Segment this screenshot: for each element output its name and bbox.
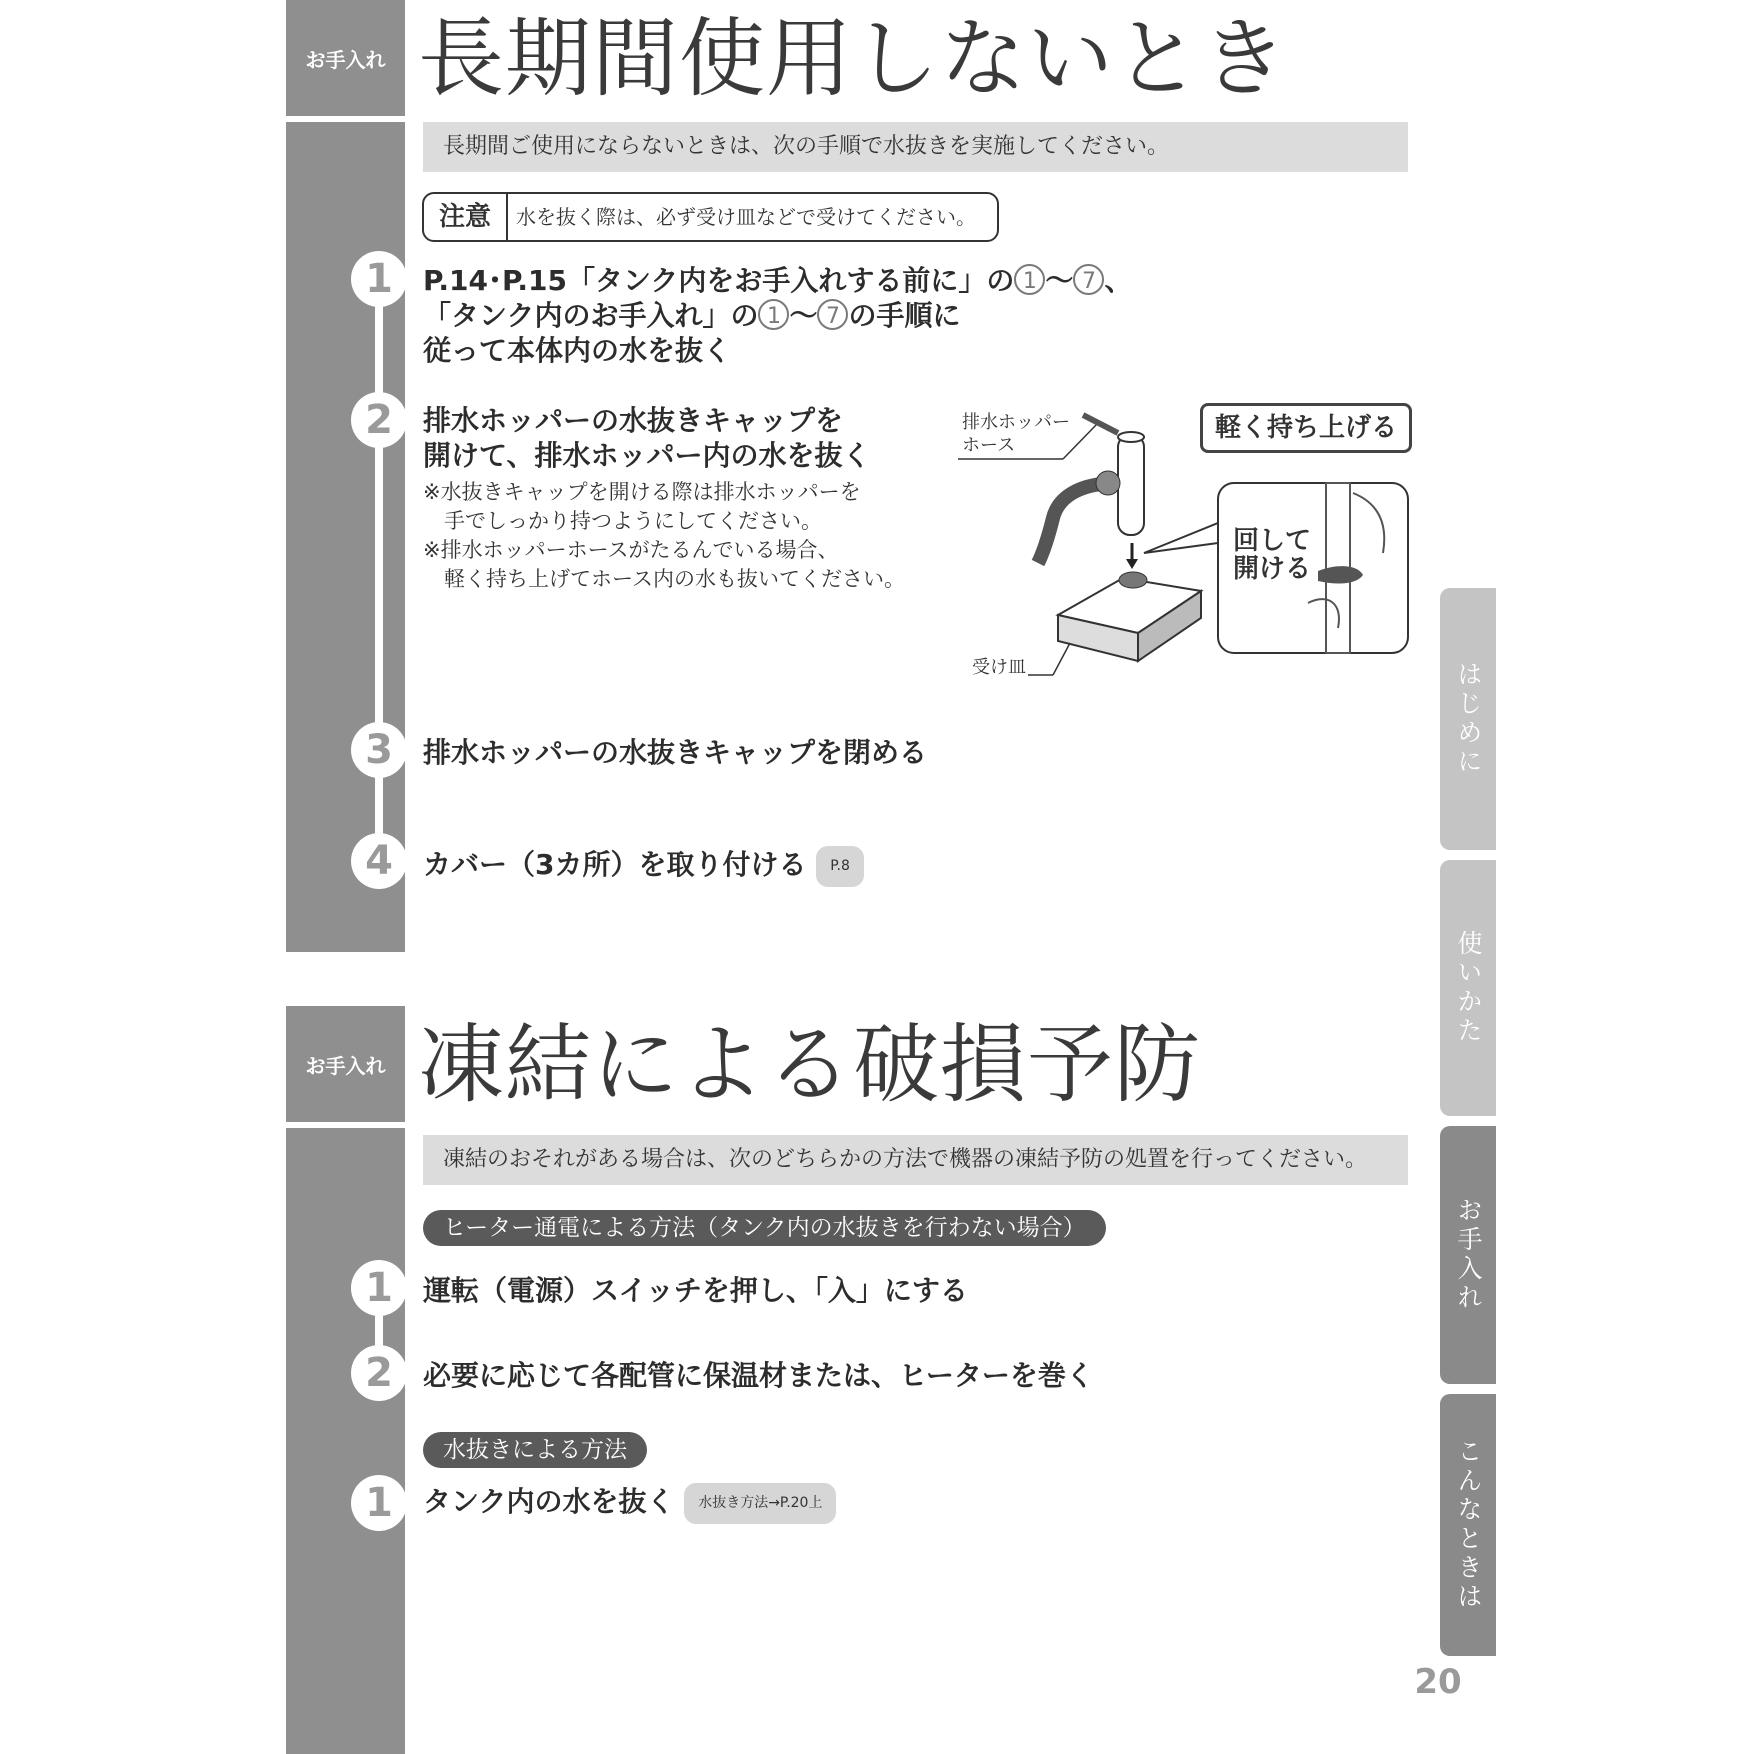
step-2-notes: ※水抜きキャップを開ける際は排水ホッパーを 手でしっかり持つようにしてください。 ※排水ホッパーホースがたるんでいる場合、 軽く持ち上げてホース内の水も抜いてください。 bbox=[423, 480, 905, 591]
circled-7: 7 bbox=[1073, 264, 1104, 295]
caution-label: 注意 bbox=[424, 194, 508, 240]
step-2-number: 2 bbox=[351, 392, 407, 448]
page-number: 20 bbox=[1414, 1662, 1462, 1702]
step-3-number: 3 bbox=[351, 722, 407, 778]
side-tab-oteire[interactable]: お手入れ bbox=[1440, 1126, 1496, 1384]
step-3-text: 排水ホッパーの水抜きキャップを閉める bbox=[423, 736, 928, 769]
method2-step-1-text: タンク内の水を抜く 水抜き方法→P.20上 bbox=[423, 1483, 836, 1524]
section1-title: 長期間使用しないとき bbox=[418, 9, 1288, 109]
section2-title: 凍結による破損予防 bbox=[418, 1015, 1201, 1115]
circled-7: 7 bbox=[817, 299, 848, 330]
method1-step-2-number: 2 bbox=[351, 1345, 407, 1401]
section2-tag: お手入れ bbox=[286, 1006, 405, 1122]
page-ref-p8[interactable]: P.8 bbox=[816, 846, 864, 887]
step-4-number: 4 bbox=[351, 833, 407, 889]
method2-label: 水抜きによる方法 bbox=[423, 1432, 647, 1468]
step-1-text: P.14･P.15「タンク内をお手入れする前に」の 1 〜 7 、 「タンク内のお手入れ」の 1 〜 7 の手順に 従って本体内の水を抜く bbox=[423, 264, 1133, 367]
method2-step-1-number: 1 bbox=[351, 1475, 407, 1531]
hopper-illustration bbox=[958, 403, 1410, 683]
section2-intro: 凍結のおそれがある場合は、次のどちらかの方法で機器の凍結予防の処置を行ってください。 bbox=[423, 1135, 1408, 1185]
section2-sidebar bbox=[286, 1128, 405, 1754]
method1-label: ヒーター通電による方法（タンク内の水抜きを行わない場合） bbox=[423, 1210, 1106, 1246]
circled-1: 1 bbox=[758, 299, 789, 330]
side-tab-konnatokiwa[interactable]: こんなときは bbox=[1440, 1394, 1496, 1656]
section1-intro: 長期間ご使用にならないときは、次の手順で水抜きを実施してください。 bbox=[423, 122, 1408, 172]
method1-step-1-text: 運転（電源）スイッチを押し、「入」にする bbox=[423, 1274, 968, 1307]
section1-tag: お手入れ bbox=[286, 0, 405, 116]
circled-1: 1 bbox=[1014, 264, 1045, 295]
caution-box bbox=[422, 192, 999, 242]
method1-step-1-number: 1 bbox=[351, 1260, 407, 1316]
step-4-text: カバー（3カ所）を取り付ける P.8 bbox=[423, 846, 864, 887]
caution-text: 水を抜く際は、必ず受け皿などで受けてください。 bbox=[516, 205, 976, 229]
lift-label: 軽く持ち上げる bbox=[1200, 403, 1412, 453]
open-label: 回して 開ける bbox=[1233, 526, 1312, 584]
method1-step-2-text: 必要に応じて各配管に保温材または、ヒーターを巻く bbox=[423, 1359, 1094, 1392]
section1-sidebar bbox=[286, 122, 405, 952]
step-2-text: 排水ホッパーの水抜きキャップを 開けて、排水ホッパー内の水を抜く bbox=[423, 404, 871, 472]
hose-label: 排水ホッパー ホース bbox=[962, 412, 1070, 456]
step-1-number: 1 bbox=[351, 251, 407, 307]
tray-label: 受け皿 bbox=[972, 657, 1026, 678]
side-tab-hajimeni[interactable]: はじめに bbox=[1440, 588, 1496, 850]
page-ref-p20[interactable]: 水抜き方法→P.20上 bbox=[684, 1483, 836, 1524]
side-tab-tsukaikata[interactable]: 使いかた bbox=[1440, 860, 1496, 1116]
